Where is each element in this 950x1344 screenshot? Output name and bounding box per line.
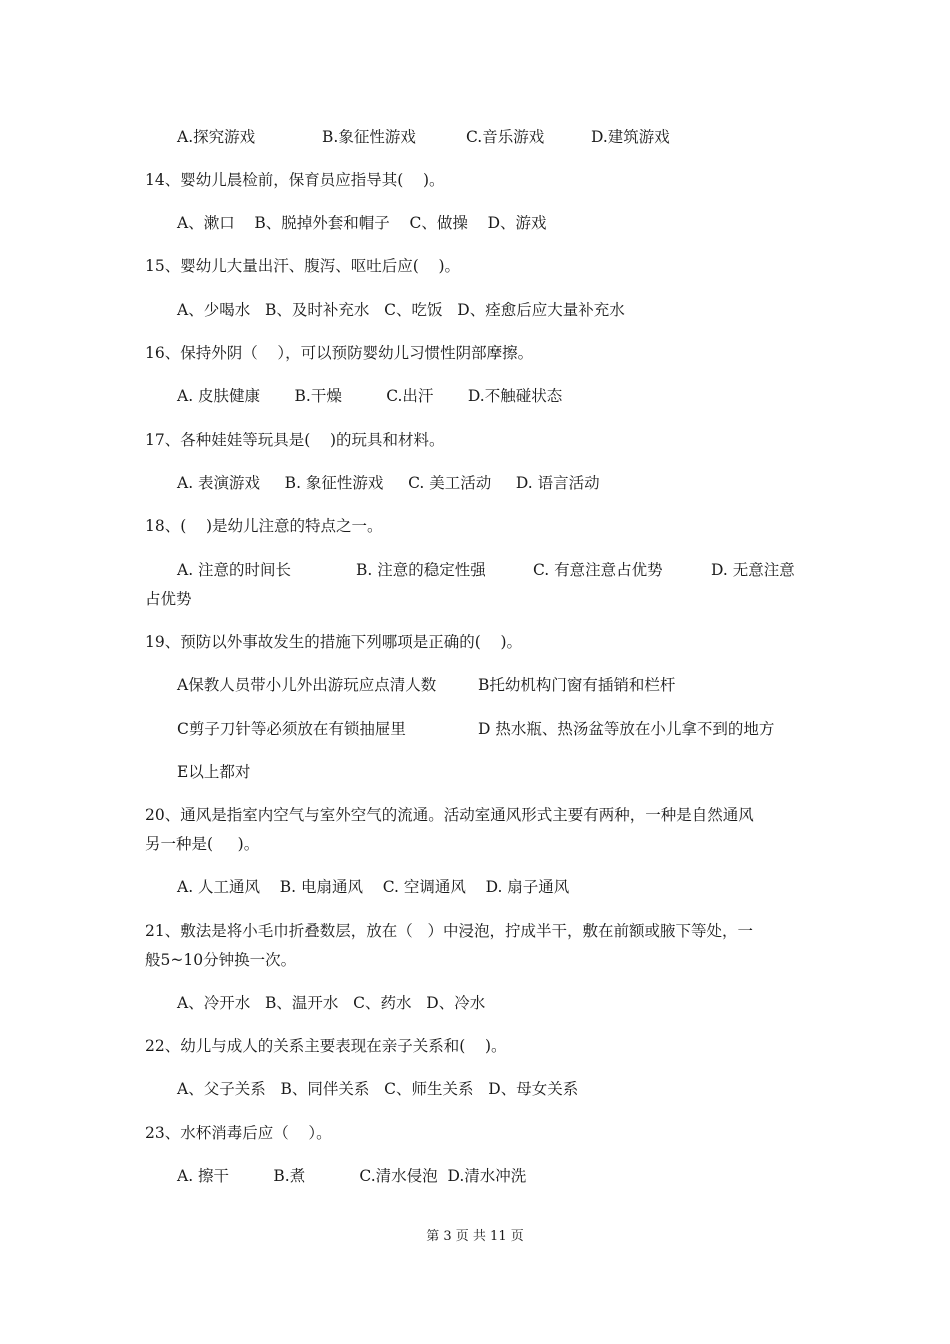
question-21: 21、敷法是将小毛巾折叠数层，放在（ ）中浸泡，拧成半干，敷在前额或腋下等处，一 [145,922,754,940]
question-19: 19、预防以外事故发生的措施下列哪项是正确的( )。 [145,633,523,651]
q19-option-b: B托幼机构门窗有插销和栏杆 [478,676,676,694]
question-21-continued: 般5~10分钟换一次。 [145,951,297,969]
page-footer: 第 3 页 共 11 页 [426,1229,524,1244]
question-22: 22、幼儿与成人的关系主要表现在亲子关系和( )。 [145,1037,507,1055]
options-16: A. 皮肤健康 B.干燥 C.出汗 D.不触碰状态 [177,387,563,405]
q13-option-d: D.建筑游戏 [591,128,670,146]
q18-option-c: C. 有意注意占优势 [533,561,663,579]
q19-option-d: D 热水瓶、热汤盆等放在小儿拿不到的地方 [478,720,775,738]
question-18: 18、( )是幼儿注意的特点之一。 [145,517,383,535]
question-20: 20、通风是指室内空气与室外空气的流通。活动室通风形式主要有两种，一种是自然通风 [145,806,754,824]
options-21: A、冷开水 B、温开水 C、药水 D、冷水 [177,994,486,1012]
question-14: 14、婴幼儿晨检前，保育员应指导其( )。 [145,171,445,189]
question-20-continued: 另一种是( )。 [145,835,260,853]
question-16: 16、保持外阴（ ），可以预防婴幼儿习惯性阴部摩擦。 [145,344,534,362]
question-15: 15、婴幼儿大量出汗、腹泻、呕吐后应( )。 [145,257,461,275]
q18-option-b: B. 注意的稳定性强 [356,561,486,579]
options-15: A、少喝水 B、及时补充水 C、吃饭 D、痊愈后应大量补充水 [177,301,625,319]
options-20: A. 人工通风 B. 电扇通风 C. 空调通风 D. 扇子通风 [177,878,570,896]
q18-option-d-continued: 占优势 [145,590,192,608]
question-17: 17、各种娃娃等玩具是( )的玩具和材料。 [145,431,445,449]
q18-option-a: A. 注意的时间长 [177,561,292,579]
options-23: A. 擦干 B.煮 C.清水侵泡 D.清水冲洗 [177,1167,527,1185]
options-14: A、漱口 B、脱掉外套和帽子 C、做操 D、游戏 [177,214,547,232]
q19-option-e: E以上都对 [177,763,251,781]
options-17: A. 表演游戏 B. 象征性游戏 C. 美工活动 D. 语言活动 [177,474,600,492]
options-22: A、父子关系 B、同伴关系 C、师生关系 D、母女关系 [177,1080,579,1098]
q13-option-c: C.音乐游戏 [466,128,545,146]
q19-option-a: A保教人员带小儿外出游玩应点清人数 [177,676,437,694]
q13-option-b: B.象征性游戏 [322,128,416,146]
q18-option-d: D. 无意注意 [711,561,795,579]
question-23: 23、水杯消毒后应（ ）。 [145,1124,332,1142]
q13-option-a: A.探究游戏 [177,128,256,146]
q19-option-c: C剪子刀针等必须放在有锁抽屉里 [177,720,406,738]
